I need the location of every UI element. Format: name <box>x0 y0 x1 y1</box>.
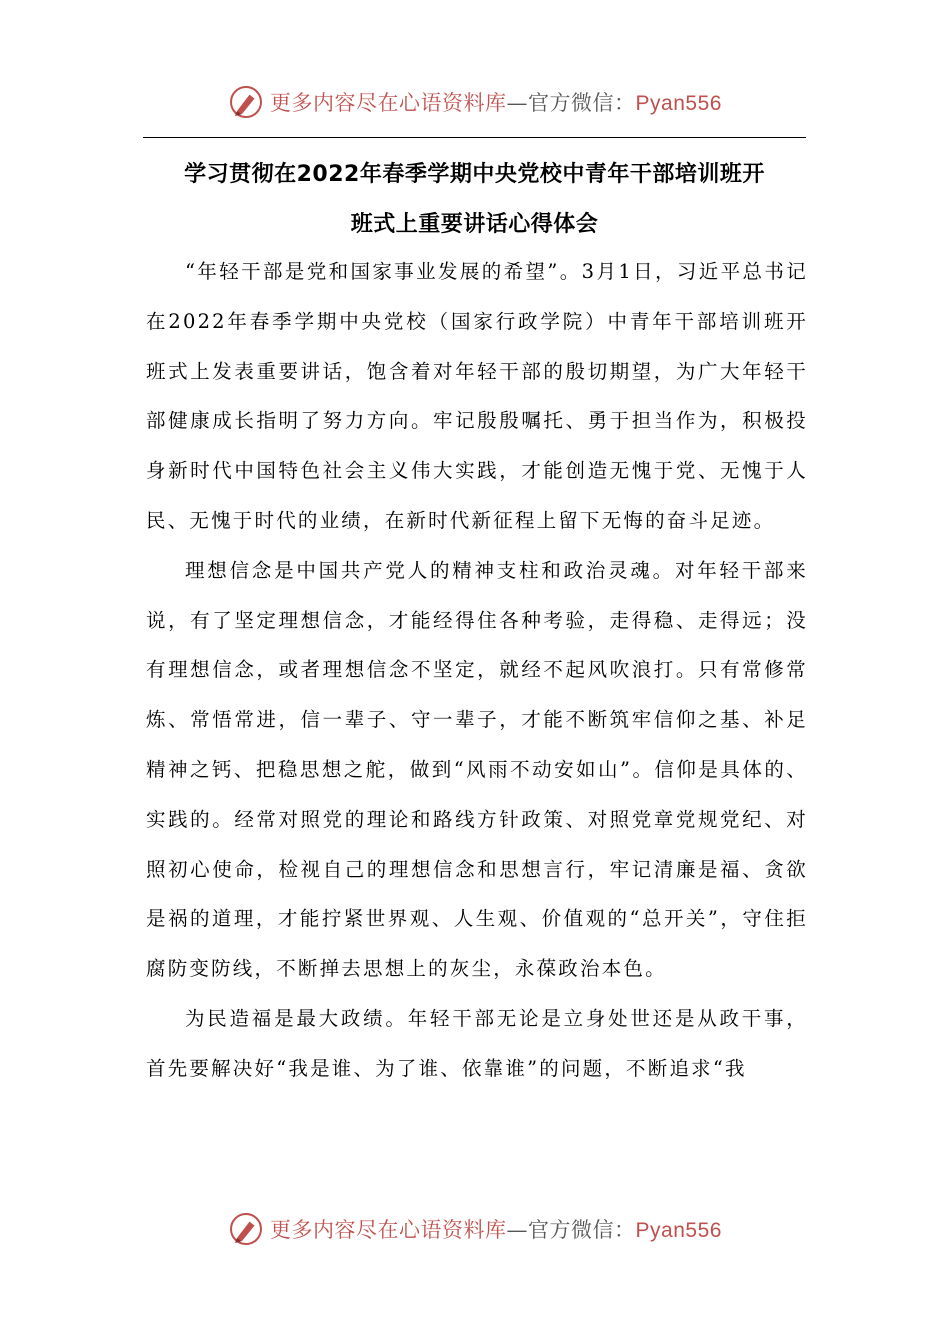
header-banner-text <box>270 87 722 117</box>
header-dash: — <box>506 91 529 115</box>
footer-banner <box>0 1209 950 1249</box>
document-title <box>143 150 806 250</box>
footer-wechat-id: Pyan556 <box>635 1219 722 1242</box>
document-body <box>146 247 808 1094</box>
paragraph: “年轻干部是党和国家事业发展的希望”。3月1日，习近平总书记在2022年春季学期中央党校（国家行政学院）中青年干部培训班开班式上发表重要讲话，饱含着对年轻干部的殷切期望，为广大年轻干部健康成长指明了努力方向。牢记殷殷嘱托、勇于担当作为，积极投身新时代中国特色社会主义伟大实践，才能创造无愧于党、无愧于人民、无愧于时代的业绩，在新时代新征程上留下无悔的奋斗足迹。 <box>146 260 808 532</box>
header-banner <box>0 82 950 122</box>
paragraph: 理想信念是中国共产党人的精神支柱和政治灵魂。对年轻干部来说，有了坚定理想信念，才能经得住各种考验，走得稳、走得远；没有理想信念，或者理想信念不坚定，就经不起风吹浪打。只有常修常炼、常悟常进，信一辈子、守一辈子，才能不断筑牢信仰之基、补足精神之钙、把稳思想之舵，做到“风雨不动安如山”。信仰是具体的、实践的。经常对照党的理论和路线方针政策、对照党章党规党纪、对照初心使命，检视自己的理想信念和思想言行，牢记清廉是福、贪欲是祸的道理，才能拧紧世界观、人生观、价值观的“总开关”，守住拒腐防变防线，不断掸去思想上的灰尘，永葆政治本色。 <box>146 558 808 981</box>
header-divider <box>143 137 806 138</box>
title-line-1: 学习贯彻在2022年春季学期中央党校中青年干部培训班开 <box>184 162 765 187</box>
footer-site-text: 更多内容尽在心语资料库 <box>270 1218 507 1242</box>
footer-banner-text <box>270 1214 722 1244</box>
footer-dash: — <box>506 1218 529 1242</box>
footer-wechat-label: 官方微信： <box>528 1218 636 1242</box>
title-line-2: 班式上重要讲话心得体会 <box>350 212 599 237</box>
paragraph: 为民造福是最大政绩。年轻干部无论是立身处世还是从政干事，首先要解决好“我是谁、为了谁、依靠谁”的问题，不断追求“我 <box>146 1006 808 1080</box>
header-wechat-id: Pyan556 <box>635 92 722 115</box>
pen-nib-icon <box>228 84 264 120</box>
pen-nib-icon <box>228 1211 264 1247</box>
header-wechat-label: 官方微信： <box>528 91 636 115</box>
header-site-text: 更多内容尽在心语资料库 <box>270 91 507 115</box>
